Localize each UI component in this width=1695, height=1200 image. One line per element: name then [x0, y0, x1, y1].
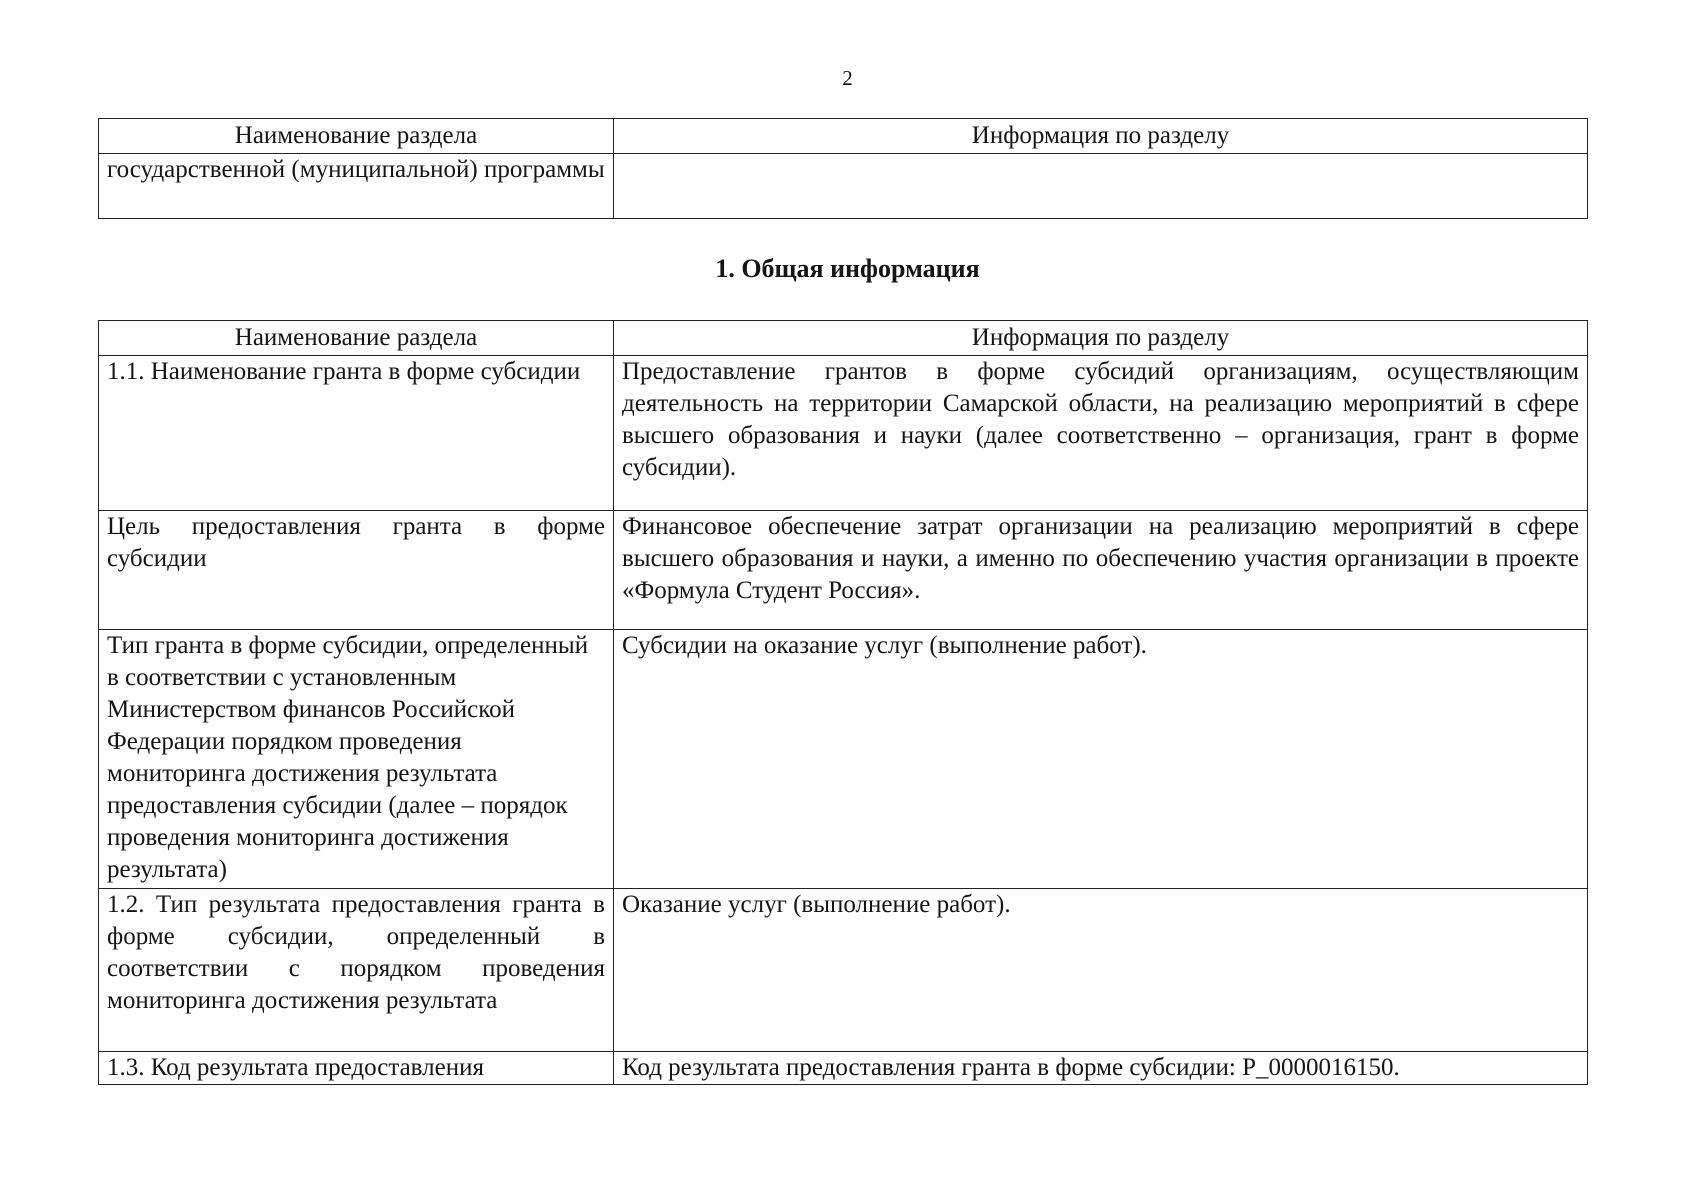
table-header-row: [99, 119, 1588, 154]
section-title: 1. Общая информация: [715, 254, 980, 283]
cell-section-name: 1.1. Наименование гранта в форме субсидии: [99, 356, 614, 511]
cell-section-name: Тип гранта в форме субсидии, определенный в соответствии с установленным Министерством финансов Российской Федерации порядком проведения мониторинга достижения результата предоставления субсидии (далее – порядок проведения мониторинга достижения результата): [99, 630, 614, 889]
table-row: [99, 630, 1588, 889]
cell-section-info: Оказание услуг (выполнение работ).: [614, 889, 1588, 1052]
page-number: 2: [842, 66, 853, 90]
cell-section-name: 1.2. Тип результата предоставления гранта в форме субсидии, определенный в соответствии с порядком проведения мониторинга достижения результата: [99, 889, 614, 1052]
cell-section-info: [614, 154, 1588, 219]
cell-section-name: Цель предоставления гранта в форме субсидии: [99, 511, 614, 630]
table-row: [99, 511, 1588, 630]
table-header-row: [99, 321, 1588, 356]
header-section-info: Информация по разделу: [614, 119, 1588, 154]
cell-section-info: Финансовое обеспечение затрат организации на реализацию мероприятий в сфере высшего образования и науки, а именно по обеспечению участия организации в проекте «Формула Студент Россия».: [614, 511, 1588, 630]
cell-section-name: государственной (муниципальной) программы: [99, 154, 614, 219]
cell-section-info: Субсидии на оказание услуг (выполнение работ).: [614, 630, 1588, 889]
cell-section-info: Код результата предоставления гранта в форме субсидии: Р_0000016150.: [614, 1052, 1588, 1085]
header-section-name: Наименование раздела: [99, 119, 614, 154]
program-table: [98, 118, 1588, 219]
header-section-info: Информация по разделу: [614, 321, 1588, 356]
header-section-name: Наименование раздела: [99, 321, 614, 356]
table-row: [99, 1052, 1588, 1085]
table-row: [99, 356, 1588, 511]
cell-section-name: 1.3. Код результата предоставления: [99, 1052, 614, 1085]
general-info-table: [98, 320, 1588, 1085]
cell-section-info: Предоставление грантов в форме субсидий организациям, осуществляющим деятельность на территории Самарской области, на реализацию мероприятий в сфере высшего образования и науки (далее соответственно – организация, грант в форме субсидии).: [614, 356, 1588, 511]
table-row: [99, 889, 1588, 1052]
table-row: [99, 154, 1588, 219]
